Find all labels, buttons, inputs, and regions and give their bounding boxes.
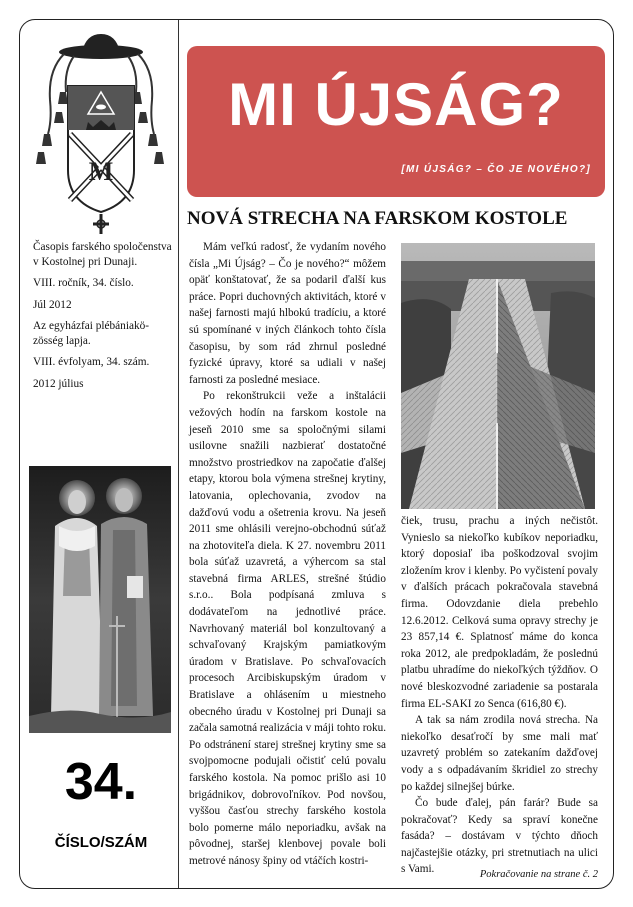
article-paragraph: čiek, trusu, prachu a iných nečistôt. Vynieslo sa niekoľko kubíkov neporiadku, ktorý doposiaľ iba poškodzoval svojim zložením krov i klenby. Po vyčistení povaly v ďalších prácach pokračovala stavebná firma. Odovzdanie diela prebehlo 12.6.2012. Celková suma opravy strechy je 23 857,14 €. Splatnosť máme do konca roka 2012, ale predpokladám, že poslednú platbu uhradíme do niekoľkých týždňov. O nové bleskozvodné zariadenie sa postarala firma EL-SAKI zo Senca (616,80 €). <box>401 515 598 710</box>
article-column-1 <box>189 239 386 870</box>
svg-text:M: M <box>88 157 114 186</box>
info-line: 2012 július <box>33 377 84 390</box>
issue-label: ČÍSLO/SZÁM <box>54 834 148 851</box>
article-headline: NOVÁ STRECHA NA FARSKOM KOSTOLE <box>187 208 568 229</box>
article-paragraph: A tak sa nám zrodila nová strecha. Na niekoľko desaťročí by sme mali mať uzavretý problém so zatekaním dažďovej vody a s odpadávaním škridiel zo strechy po každej silnejšej búrke. <box>401 714 598 793</box>
church-roof-photo <box>401 243 595 509</box>
article-paragraph: Mám veľkú radosť, že vydaním nového čísla „Mi Újság? – Čo je nového?“ môžem opäť konštatovať, že sa podaril ďalší kus práce. Popri duchovných aktivitách, ktoré v našej farnosti majú hlbokú tradíciu, a ktoré sú spomínané v iných článkoch tohto čísla časopisu, by som rád zhrnul posledné fyzické úpravy, ktoré sa udiali v našej farnosti za posledné mesiace. <box>189 241 386 386</box>
info-line: Časopis farského spoločenstva v Kostolnej pri Dunaji. <box>33 241 172 268</box>
newsletter-title: MI ÚJSÁG? <box>228 71 564 138</box>
article-column-2 <box>401 513 598 878</box>
article-paragraph: Po rekonštrukcii veže a inštalácii vežových hodín na farskom kostole na jeseň 2010 sme sa spoločnými silami usilovne snažili nazbierať dostatočné množstvo prostriedkov na započatie ďalšej etapy, ktorou bola výmena strešnej krytiny, latovania, oplechovania, zvodov na dažďovú vodu a ošetrenia krovu. Na jeseň 2011 sme ohlásili verejno-obchodnú súťaž na zhotoviteľa diela. K 27. novembru 2011 bola súťaž uzavretá, a výhercom sa stal stavebná firma ARLES, strešné štúdio s.r.o.. Bola podpísaná zmluva s dodávateľom na jednotlivé práce. Navrhovaný materiál bol konzultovaný a schvaľovaný Krajským pamiatkovým úradom v Bratislave. Po schvaľovacích procesoch Arcibiskupským úradom v Bratislave a ohlásením u miestneho obecného úradu v Kostolnej pri Dunaji sa začala samotná realizácia v máji tohto roku. Po odstránení starej strešnej krytiny sme sa svojpomocne podujali očistiť celú povalu farského kostola. Na pomoc prišlo asi 10 brigádnikov, dobrovoľníkov. Pod novšou, vyššou časťou strechy farského kostola bolo pomerne málo neporiadku, avšak na pôvodnej, staršej klenbovej povale boli metrové nánosy špiny od vtáčích kostri- <box>189 390 386 867</box>
issue-number: 34. <box>64 753 138 811</box>
newsletter-subtitle: [MI ÚJSÁG? – ČO JE NOVÉHO?] <box>401 164 591 175</box>
saints-image <box>29 466 171 733</box>
info-line: VIII. évfolyam, 34. szám. <box>33 356 150 368</box>
article-paragraph: Čo bude ďalej, pán farár? Bude sa pokračovať? Kedy sa spraví konečne fasáda? – dostávam v týchto dňoch najčastejšie otázky, pri stretnutiach na ulici s Vami. <box>401 797 598 876</box>
info-line: Az egyházfai plébániakö-zösség lapja. <box>33 320 150 347</box>
coat-of-arms-emblem <box>30 30 172 235</box>
publication-info <box>33 240 173 398</box>
masthead-banner <box>187 46 605 197</box>
info-line: Júl 2012 <box>33 298 72 311</box>
info-line: VIII. ročník, 34. číslo. <box>33 277 134 289</box>
column-divider <box>178 20 179 888</box>
continuation-note: Pokračovanie na strane č. 2 <box>479 869 598 880</box>
